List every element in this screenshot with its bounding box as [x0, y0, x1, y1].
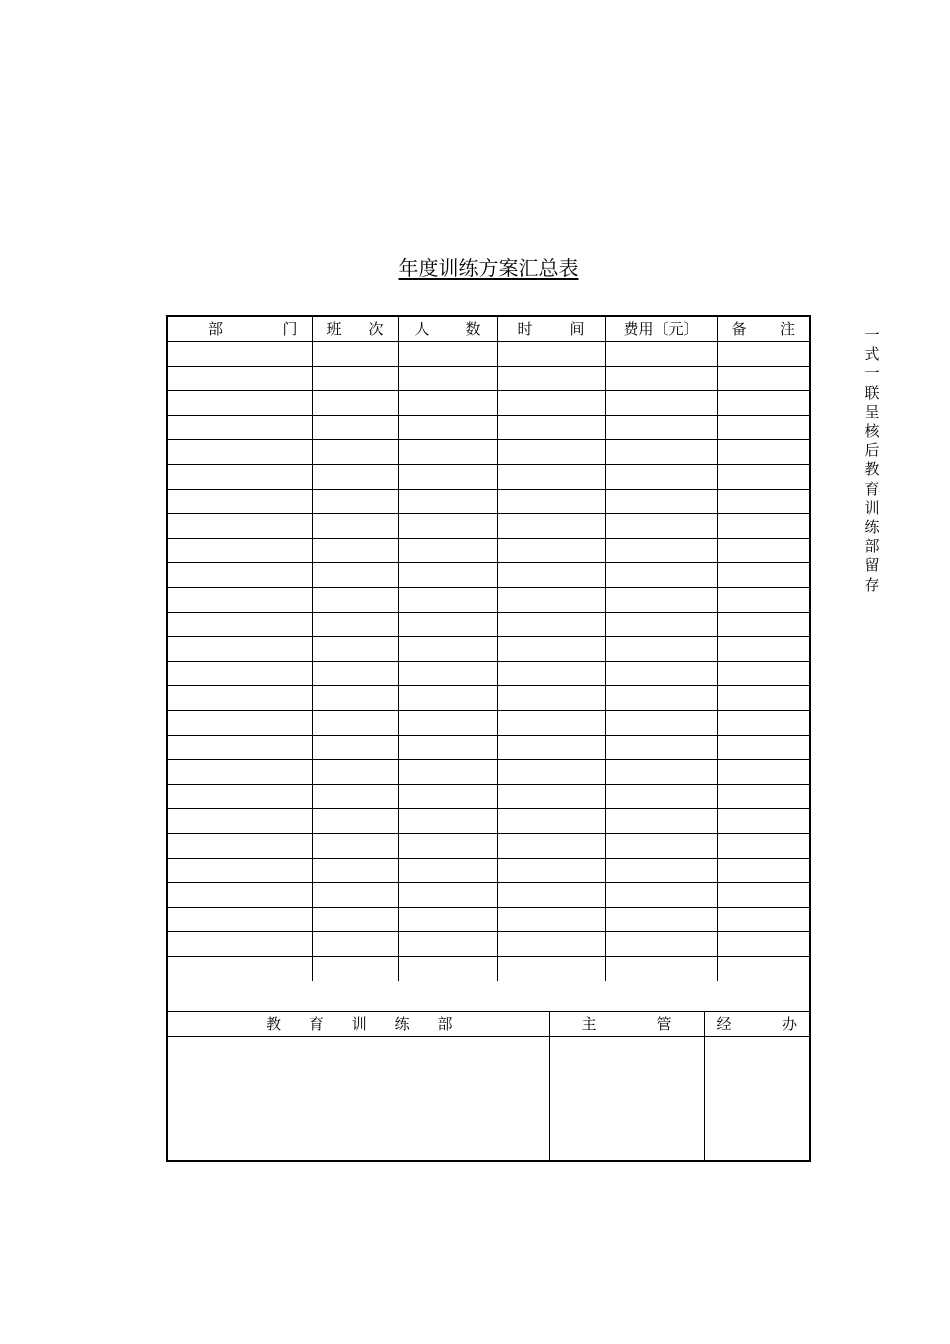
headcount-cell[interactable] — [398, 415, 497, 440]
time-cell[interactable] — [497, 686, 605, 711]
table-row — [168, 932, 809, 957]
table-row — [168, 563, 809, 588]
remarks-cell[interactable] — [717, 784, 809, 809]
cost-cell[interactable] — [605, 538, 717, 563]
cost-cell[interactable] — [605, 366, 717, 391]
time-cell[interactable] — [497, 833, 605, 858]
time-cell[interactable] — [497, 858, 605, 883]
headcount-cell[interactable] — [398, 440, 497, 465]
header-time: 时 间 — [497, 317, 605, 342]
table-row — [168, 809, 809, 834]
department-cell[interactable] — [168, 563, 312, 588]
class-cell[interactable] — [312, 661, 398, 686]
headcount-cell[interactable] — [398, 883, 497, 908]
table-row — [168, 588, 809, 613]
table-row — [168, 858, 809, 883]
department-cell[interactable] — [168, 612, 312, 637]
remarks-cell[interactable] — [717, 342, 809, 367]
class-cell[interactable] — [312, 637, 398, 662]
headcount-cell[interactable] — [398, 932, 497, 957]
time-cell[interactable] — [497, 661, 605, 686]
department-cell[interactable] — [168, 415, 312, 440]
time-cell[interactable] — [497, 784, 605, 809]
remarks-cell[interactable] — [717, 833, 809, 858]
department-cell[interactable] — [168, 735, 312, 760]
table-row — [168, 440, 809, 465]
remarks-cell[interactable] — [717, 612, 809, 637]
training-plan-table — [168, 317, 809, 981]
class-cell[interactable] — [312, 391, 398, 416]
table-row — [168, 883, 809, 908]
class-cell[interactable] — [312, 686, 398, 711]
remarks-cell[interactable] — [717, 489, 809, 514]
table-row — [168, 342, 809, 367]
time-cell[interactable] — [497, 563, 605, 588]
department-cell[interactable] — [168, 538, 312, 563]
department-cell[interactable] — [168, 440, 312, 465]
remarks-cell[interactable] — [717, 514, 809, 539]
time-cell[interactable] — [497, 711, 605, 736]
department-cell[interactable] — [168, 907, 312, 932]
department-cell[interactable] — [168, 489, 312, 514]
time-cell[interactable] — [497, 342, 605, 367]
remarks-cell[interactable] — [717, 735, 809, 760]
class-cell[interactable] — [312, 440, 398, 465]
table-row — [168, 465, 809, 490]
table-row — [168, 956, 809, 981]
headcount-cell[interactable] — [398, 637, 497, 662]
class-cell[interactable] — [312, 907, 398, 932]
cost-cell[interactable] — [605, 907, 717, 932]
header-class: 班 次 — [312, 317, 398, 342]
remarks-cell[interactable] — [717, 661, 809, 686]
department-cell[interactable] — [168, 637, 312, 662]
table-row — [168, 907, 809, 932]
headcount-cell[interactable] — [398, 907, 497, 932]
table-row — [168, 833, 809, 858]
class-cell[interactable] — [312, 833, 398, 858]
remarks-cell[interactable] — [717, 588, 809, 613]
retention-note: 一式一联呈核后教育训练部留存 — [864, 326, 880, 594]
department-cell[interactable] — [168, 391, 312, 416]
headcount-cell[interactable] — [398, 735, 497, 760]
department-cell[interactable] — [168, 465, 312, 490]
department-cell[interactable] — [168, 514, 312, 539]
remarks-cell[interactable] — [717, 809, 809, 834]
department-cell[interactable] — [168, 686, 312, 711]
cost-cell[interactable] — [605, 932, 717, 957]
table-row — [168, 637, 809, 662]
time-cell[interactable] — [497, 637, 605, 662]
cost-cell[interactable] — [605, 489, 717, 514]
table-row — [168, 489, 809, 514]
headcount-cell[interactable] — [398, 760, 497, 785]
remarks-cell[interactable] — [717, 563, 809, 588]
approval-table — [168, 1011, 809, 1161]
table-row — [168, 391, 809, 416]
headcount-cell[interactable] — [398, 686, 497, 711]
table-row — [168, 686, 809, 711]
time-cell[interactable] — [497, 883, 605, 908]
approval-header-row — [168, 1012, 809, 1037]
department-cell[interactable] — [168, 342, 312, 367]
time-cell[interactable] — [497, 612, 605, 637]
training-department-signature-cell[interactable] — [168, 1037, 549, 1161]
time-cell[interactable] — [497, 538, 605, 563]
table-row — [168, 735, 809, 760]
time-cell[interactable] — [497, 440, 605, 465]
class-cell[interactable] — [312, 366, 398, 391]
time-cell[interactable] — [497, 588, 605, 613]
headcount-cell[interactable] — [398, 588, 497, 613]
class-cell[interactable] — [312, 514, 398, 539]
cost-cell[interactable] — [605, 760, 717, 785]
cost-cell[interactable] — [605, 588, 717, 613]
remarks-cell[interactable] — [717, 907, 809, 932]
cost-cell[interactable] — [605, 784, 717, 809]
cost-cell[interactable] — [605, 711, 717, 736]
headcount-cell[interactable] — [398, 956, 497, 981]
class-cell[interactable] — [312, 588, 398, 613]
cost-cell[interactable] — [605, 342, 717, 367]
header-headcount: 人 数 — [398, 317, 497, 342]
time-cell[interactable] — [497, 956, 605, 981]
headcount-cell[interactable] — [398, 514, 497, 539]
department-cell[interactable] — [168, 932, 312, 957]
department-cell[interactable] — [168, 858, 312, 883]
cost-cell[interactable] — [605, 883, 717, 908]
remarks-cell[interactable] — [717, 956, 809, 981]
time-cell[interactable] — [497, 735, 605, 760]
table-row — [168, 661, 809, 686]
class-cell[interactable] — [312, 883, 398, 908]
headcount-cell[interactable] — [398, 858, 497, 883]
cost-cell[interactable] — [605, 563, 717, 588]
time-cell[interactable] — [497, 366, 605, 391]
time-cell[interactable] — [497, 932, 605, 957]
class-cell[interactable] — [312, 784, 398, 809]
headcount-cell[interactable] — [398, 711, 497, 736]
remarks-cell[interactable] — [717, 415, 809, 440]
remarks-cell[interactable] — [717, 440, 809, 465]
time-cell[interactable] — [497, 760, 605, 785]
cost-cell[interactable] — [605, 956, 717, 981]
class-cell[interactable] — [312, 809, 398, 834]
cost-cell[interactable] — [605, 465, 717, 490]
header-row — [168, 317, 809, 342]
cost-cell[interactable] — [605, 661, 717, 686]
header-remarks: 备 注 — [717, 317, 809, 342]
headcount-cell[interactable] — [398, 612, 497, 637]
handler-signature-cell[interactable] — [704, 1037, 809, 1161]
header-training-department: 教 育 训 练 部 — [168, 1012, 549, 1037]
headcount-cell[interactable] — [398, 366, 497, 391]
remarks-cell[interactable] — [717, 391, 809, 416]
summary-form — [166, 315, 811, 1162]
table-row — [168, 784, 809, 809]
time-cell[interactable] — [497, 907, 605, 932]
department-cell[interactable] — [168, 809, 312, 834]
class-cell[interactable] — [312, 760, 398, 785]
department-cell[interactable] — [168, 661, 312, 686]
headcount-cell[interactable] — [398, 784, 497, 809]
cost-cell[interactable] — [605, 514, 717, 539]
remarks-cell[interactable] — [717, 858, 809, 883]
time-cell[interactable] — [497, 489, 605, 514]
time-cell[interactable] — [497, 809, 605, 834]
cost-cell[interactable] — [605, 858, 717, 883]
page-title: 年度训练方案汇总表 — [398, 256, 579, 280]
header-department: 部 门 — [168, 317, 312, 342]
department-cell[interactable] — [168, 956, 312, 981]
table-row — [168, 514, 809, 539]
table-row — [168, 366, 809, 391]
remarks-cell[interactable] — [717, 465, 809, 490]
headcount-cell[interactable] — [398, 809, 497, 834]
class-cell[interactable] — [312, 563, 398, 588]
department-cell[interactable] — [168, 760, 312, 785]
headcount-cell[interactable] — [398, 391, 497, 416]
headcount-cell[interactable] — [398, 342, 497, 367]
cost-cell[interactable] — [605, 735, 717, 760]
headcount-cell[interactable] — [398, 833, 497, 858]
headcount-cell[interactable] — [398, 489, 497, 514]
table-row — [168, 612, 809, 637]
department-cell[interactable] — [168, 833, 312, 858]
remarks-cell[interactable] — [717, 883, 809, 908]
remarks-cell[interactable] — [717, 538, 809, 563]
time-cell[interactable] — [497, 514, 605, 539]
header-cost: 费用〔元〕 — [605, 317, 717, 342]
remarks-cell[interactable] — [717, 932, 809, 957]
department-cell[interactable] — [168, 883, 312, 908]
class-cell[interactable] — [312, 956, 398, 981]
table-row — [168, 415, 809, 440]
remarks-cell[interactable] — [717, 711, 809, 736]
department-cell[interactable] — [168, 711, 312, 736]
department-cell[interactable] — [168, 366, 312, 391]
supervisor-signature-cell[interactable] — [549, 1037, 704, 1161]
cost-cell[interactable] — [605, 833, 717, 858]
time-cell[interactable] — [497, 415, 605, 440]
class-cell[interactable] — [312, 735, 398, 760]
class-cell[interactable] — [312, 489, 398, 514]
headcount-cell[interactable] — [398, 538, 497, 563]
department-cell[interactable] — [168, 588, 312, 613]
class-cell[interactable] — [312, 538, 398, 563]
class-cell[interactable] — [312, 465, 398, 490]
table-row — [168, 711, 809, 736]
class-cell[interactable] — [312, 932, 398, 957]
time-cell[interactable] — [497, 391, 605, 416]
cost-cell[interactable] — [605, 612, 717, 637]
class-cell[interactable] — [312, 711, 398, 736]
cost-cell[interactable] — [605, 809, 717, 834]
remarks-cell[interactable] — [717, 366, 809, 391]
remarks-cell[interactable] — [717, 637, 809, 662]
remarks-cell[interactable] — [717, 686, 809, 711]
header-supervisor: 主 管 — [549, 1012, 704, 1037]
headcount-cell[interactable] — [398, 563, 497, 588]
class-cell[interactable] — [312, 415, 398, 440]
cost-cell[interactable] — [605, 686, 717, 711]
remarks-cell[interactable] — [717, 760, 809, 785]
time-cell[interactable] — [497, 465, 605, 490]
headcount-cell[interactable] — [398, 661, 497, 686]
header-handler: 经 办 — [704, 1012, 809, 1037]
class-cell[interactable] — [312, 858, 398, 883]
cost-cell[interactable] — [605, 415, 717, 440]
class-cell[interactable] — [312, 342, 398, 367]
table-row — [168, 760, 809, 785]
table-row — [168, 538, 809, 563]
department-cell[interactable] — [168, 784, 312, 809]
cost-cell[interactable] — [605, 440, 717, 465]
cost-cell[interactable] — [605, 637, 717, 662]
cost-cell[interactable] — [605, 391, 717, 416]
headcount-cell[interactable] — [398, 465, 497, 490]
approval-signature-row — [168, 1037, 809, 1161]
class-cell[interactable] — [312, 612, 398, 637]
